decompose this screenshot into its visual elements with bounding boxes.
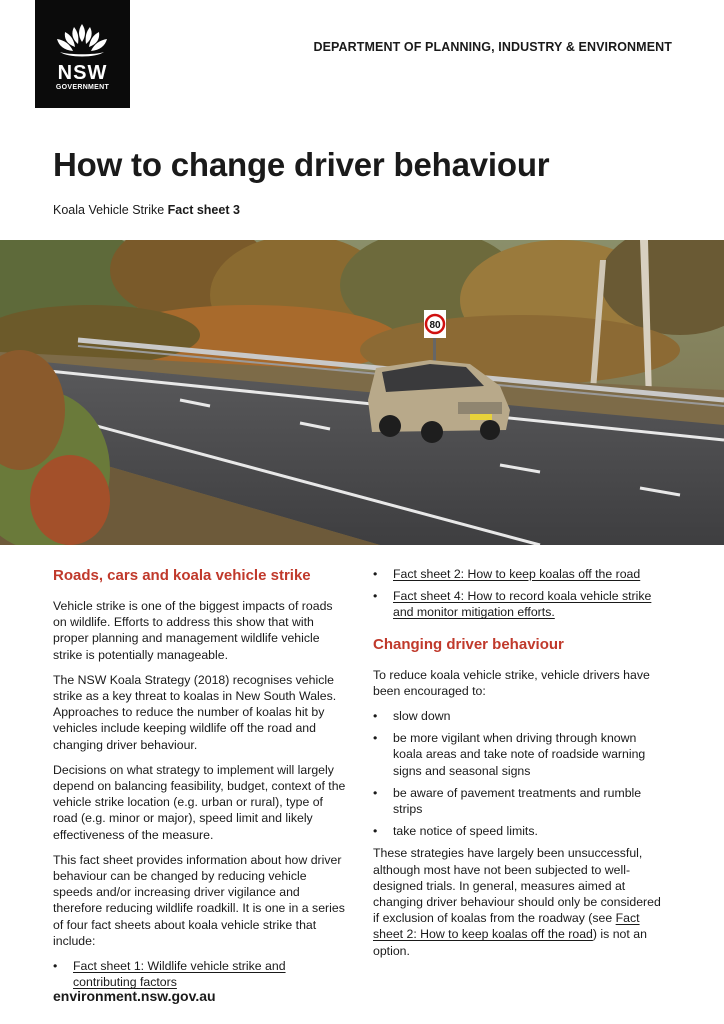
subtitle-sheet: Fact sheet 3 bbox=[167, 203, 240, 217]
closing-text-after: ) is not an option. bbox=[373, 927, 647, 958]
list-item: • be aware of pavement treatments and rumble strips bbox=[373, 785, 669, 817]
list-item: • slow down bbox=[373, 708, 669, 724]
closing-text-before: These strategies have largely been unsuccessful, although most have not been subjected to well-designed trials. In general, measures aimed at changing driver behaviour should only be considered if exclusion of koalas from the roadway (see bbox=[373, 846, 661, 926]
speed-sign-value: 80 bbox=[429, 320, 441, 331]
paragraph: Decisions on what strategy to implement will largely depend on balancing feasibility, budget, context of the vehicle strike location (e.g. urban or rural), type of road (e.g. minor or major), speed limit and likely effectiveness of the measure. bbox=[53, 762, 346, 842]
waratah-icon bbox=[52, 22, 112, 62]
logo-text: NSW bbox=[57, 62, 108, 84]
paragraph: The NSW Koala Strategy (2018) recognises vehicle strike as a key threat to koalas in New South Wales. Approaches to reduce the number of koalas hit by vehicles include keeping wildlife off the road and changing driver behaviour. bbox=[53, 672, 337, 752]
hero-photo bbox=[0, 240, 724, 545]
paragraph: To reduce koala vehicle strike, vehicle drivers have been encouraged to: bbox=[373, 667, 650, 698]
list-item: • take notice of speed limits. bbox=[373, 823, 669, 839]
left-column bbox=[53, 566, 349, 996]
department-name: DEPARTMENT OF PLANNING, INDUSTRY & ENVIRONMENT bbox=[313, 40, 672, 54]
section-heading-roads: Roads, cars and koala vehicle strike bbox=[53, 567, 311, 584]
logo-subtext: GOVERNMENT bbox=[55, 84, 110, 91]
page-subtitle bbox=[53, 203, 240, 217]
paragraph: Vehicle strike is one of the biggest impacts of roads on wildlife. Efforts to address this show that with proper planning and management wildlife vehicle strike is potentially manageable. bbox=[53, 599, 333, 662]
list-item: • be more vigilant when driving through known koala areas and take note of roadside warning signs and seasonal signs bbox=[373, 730, 669, 779]
list-item bbox=[373, 566, 669, 582]
fact-sheet-4-link[interactable]: Fact sheet 4: How to record koala vehicle strike and monitor mitigation efforts. bbox=[393, 589, 652, 620]
nsw-government-logo bbox=[35, 0, 130, 108]
footer-url[interactable]: environment.nsw.gov.au bbox=[53, 988, 216, 1004]
closing-paragraph bbox=[373, 845, 669, 958]
fact-sheet-list bbox=[373, 566, 669, 621]
page-title: How to change driver behaviour bbox=[53, 146, 550, 183]
list-item bbox=[53, 958, 349, 990]
section-heading-changing: Changing driver behaviour bbox=[373, 635, 564, 653]
fact-sheet-1-link[interactable]: Fact sheet 1: Wildlife vehicle strike and contributing factors bbox=[73, 959, 286, 990]
fact-sheet-list bbox=[53, 958, 349, 990]
subtitle-series: Koala Vehicle Strike bbox=[53, 203, 165, 217]
right-column bbox=[373, 566, 669, 968]
paragraph: This fact sheet provides information about how driver behaviour can be changed by reducing vehicle speeds and/or increasing driver vigilance and therefore reducing wildlife roadkill. It is one in a series of four fact sheets about koala vehicle strike that include: bbox=[53, 852, 345, 948]
fact-sheet-2-inline-link[interactable]: Fact sheet 2: How to keep koalas off the road bbox=[373, 911, 640, 942]
list-item bbox=[373, 588, 669, 620]
fact-sheet-2-link[interactable]: Fact sheet 2: How to keep koalas off the road bbox=[393, 567, 641, 581]
strategy-list bbox=[373, 708, 669, 839]
